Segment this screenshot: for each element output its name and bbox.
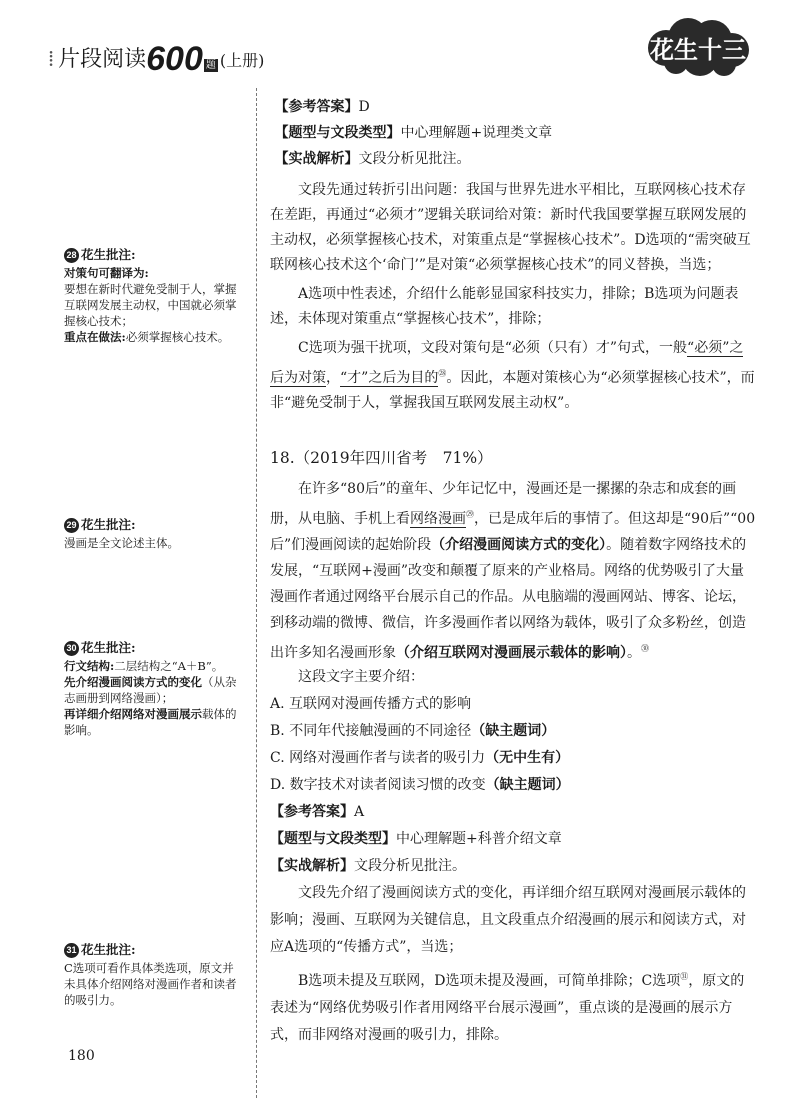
question-passage: 在许多“80后”的童年、少年记忆中，漫画还是一摞摞的杂志和成套的画册，从电脑、手机上看网络漫画$^㉙$，已是成年后的事情了。但这却是“90后”“00后”们漫画阅读的起始阶段（介绍漫画阅读方式的变化）。随着数字网络技术的发展，“互联网+漫画”改变和颠覆了原来的产业格局。网络的优势吸引了大量漫画作者通过网络平台展示自己的作品。从电脑端的漫画网站、博客、论坛，到移动端的微博、微信，许多漫画作者以网络为载体，吸引了众多粉丝，创造出许多知名漫画形象（介绍互联网对漫画展示载体的影响）。$^㉚$ bbox=[270, 481, 756, 661]
answer-line: 【参考答案】D bbox=[274, 99, 370, 115]
side-note-30: 30 花生批注: 行文结构:二层结构之“A＋B”。 先介绍漫画阅读方式的变化（从杂志画册到网络漫画）； 再详细介绍网络对漫画展示载体的影响。 bbox=[64, 640, 237, 737]
page-header bbox=[0, 0, 800, 90]
note-number-badge: 29 bbox=[64, 518, 79, 533]
analysis-line: 【实战解析】文段分析见批注。 bbox=[270, 858, 466, 874]
brand-logo bbox=[640, 12, 756, 82]
question-prompt: 这段文字主要介绍： bbox=[298, 669, 424, 685]
title-volume: (上册) bbox=[219, 51, 265, 70]
note-number-badge: 30 bbox=[64, 641, 79, 656]
option-c: C. 网络对漫画作者与读者的吸引力（无中生有） bbox=[270, 750, 570, 766]
answer-line: 【参考答案】A bbox=[270, 804, 365, 820]
logo-text: 花生十三 bbox=[650, 35, 746, 64]
question-analysis bbox=[270, 880, 756, 1049]
question-18 bbox=[270, 446, 756, 468]
side-note-29: 29 花生批注: 漫画是全文论述主体。 bbox=[64, 517, 179, 550]
title-number: 600 bbox=[146, 40, 203, 78]
title-suffix: 题 bbox=[205, 60, 216, 71]
analysis-paragraph: B选项未提及互联网，D选项未提及漫画，可简单排除；C选项$^㉛$，原文的表述为“网络优势吸引作者用网络平台展示漫画”，重点谈的是漫画的展示方式，而非网络对漫画的吸引力，排除。 bbox=[270, 972, 745, 1043]
analysis-paragraph: 文段先通过转折引出问题：我国与世界先进水平相比，互联网核心技术存在差距，再通过“必须才”逻辑关联词给对策：新时代我国要掌握互联网发展的主动权，必须掌握核心技术，对策重点是“掌握核心技术”。D选项的“需突破互联网核心技术这个‘命门’”是对策“必须掌握核心技术”的同义替换，当选； bbox=[270, 182, 751, 273]
option-b: B. 不同年代接触漫画的不同途径（缺主题词） bbox=[270, 723, 556, 739]
question-header: 18.（2019年四川省考 71%） bbox=[270, 449, 493, 467]
column-divider bbox=[256, 88, 258, 1098]
side-note-31: 31 花生批注: C选项可看作具体类选项，原文并未具体介绍网络对漫画作者和读者的吸引力。 bbox=[64, 942, 237, 1007]
side-note-28: 28 花生批注: 对策句可翻译为: 要想在新时代避免受制于人，掌握互联网发展主动权，中国就必须掌握核心技术； 重点在做法:必须掌握核心技术。 bbox=[64, 247, 237, 344]
type-line: 【题型与文段类型】中心理解题+科普介绍文章 bbox=[270, 831, 562, 847]
book-title: ⁞ 片段阅读600 题 (上册) bbox=[48, 40, 265, 78]
option-a: A. 互联网对漫画传播方式的影响 bbox=[270, 696, 472, 712]
option-d: D. 数字技术对读者阅读习惯的改变（缺主题词） bbox=[270, 777, 570, 793]
prev-analysis bbox=[270, 178, 756, 416]
note-number-badge: 31 bbox=[64, 943, 79, 958]
prev-answer-block bbox=[270, 94, 756, 172]
analysis-line: 【实战解析】文段分析见批注。 bbox=[274, 151, 471, 167]
analysis-paragraph: A选项中性表述，介绍什么能彰显国家科技实力，排除；B选项为问题表述，未体现对策重点“掌握核心技术”，排除； bbox=[270, 286, 739, 327]
note-number-badge: 28 bbox=[64, 248, 79, 263]
analysis-paragraph: 文段先介绍了漫画阅读方式的变化，再详细介绍互联网对漫画展示载体的影响；漫画、互联网为关键信息，且文段重点介绍漫画的展示和阅读方式，对应A选项的“传播方式”，当选； bbox=[270, 885, 746, 955]
page-number: 180 bbox=[68, 1048, 95, 1064]
analysis-paragraph: C选项为强干扰项，文段对策句是“必须（只有）才”句式，一般“必须”之后为对策，“才”之后为目的$^㉘$。因此，本题对策核心为“必须掌握核心技术”，而非“避免受制于人，掌握我国互联网发展主动权”。 bbox=[270, 340, 755, 411]
question-options bbox=[270, 664, 756, 880]
type-line: 【题型与文段类型】中心理解题+说理类文章 bbox=[274, 125, 553, 141]
title-marks: ⁞ bbox=[48, 47, 53, 72]
